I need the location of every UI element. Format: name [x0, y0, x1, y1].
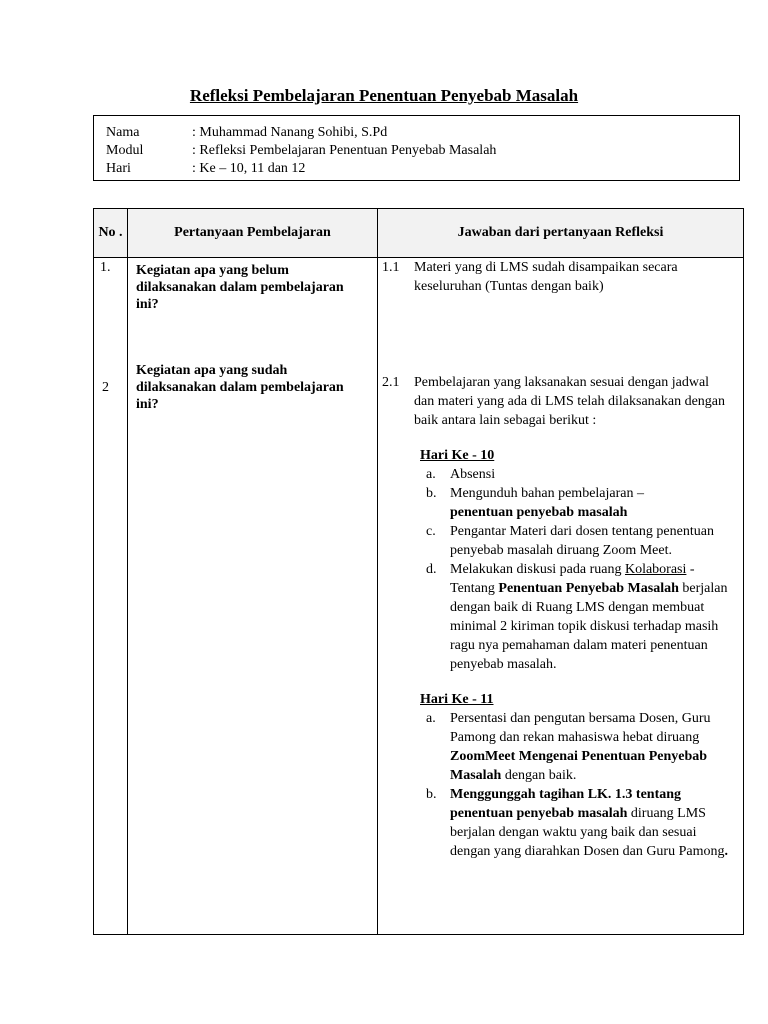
question-cell — [128, 258, 378, 935]
list-marker: a. — [426, 711, 436, 726]
list-marker: c. — [426, 524, 436, 539]
info-value: : Muhammad Nanang Sohibi, S.Pd — [192, 125, 388, 140]
list-text — [450, 484, 728, 522]
info-row-name — [94, 124, 739, 142]
day-11-heading: Hari Ke - 11 — [420, 692, 494, 707]
list-text-part: Melakukan diskusi pada ruang — [450, 562, 622, 577]
day-10-heading: Hari Ke - 10 — [420, 448, 495, 463]
list-item — [426, 709, 744, 785]
reflection-table — [93, 208, 744, 935]
answer-text: Pembelajaran yang laksanakan sesuai dengan jadwal dan materi yang ada di LMS telah dilaksanakan dengan baik antara lain sebagai berikut : — [414, 375, 726, 428]
page-title: Refleksi Pembelajaran Penentuan Penyebab Masalah — [189, 86, 579, 105]
question-text: Kegiatan apa yang belum dilaksanakan dalam pembelajaran ini? — [136, 263, 344, 312]
list-text — [450, 709, 728, 785]
info-value: : Ke – 10, 11 dan 12 — [192, 161, 306, 176]
list-item — [426, 785, 744, 861]
row-number: 1. — [100, 260, 111, 275]
list-text-part: diruang LMS berjalan dengan waktu yang baik dan sesuai dengan yang diarahkan Dosen dan Guru Pamong — [450, 806, 725, 859]
table-row — [94, 258, 744, 935]
question-text: Kegiatan apa yang sudah dilaksanakan dalam pembelajaran ini? — [136, 363, 344, 412]
answer-1 — [378, 258, 744, 296]
list-text-part: berjalan dengan baik di Ruang LMS dengan membuat minimal 2 kiriman topik diskusi terhadap masih ragu nya pemahaman dalam materi penentuan penyebab masalah. — [450, 581, 728, 672]
info-label: Nama — [106, 125, 140, 140]
list-text — [450, 560, 728, 674]
info-box — [93, 115, 740, 181]
list-marker: d. — [426, 562, 437, 577]
info-label: Modul — [106, 143, 144, 158]
list-text-bold: . — [724, 844, 728, 859]
info-row-day — [94, 160, 739, 178]
list-item — [426, 560, 744, 674]
header-no: No . — [94, 209, 128, 258]
list-text-bold: penentuan penyebab masalah — [450, 505, 628, 520]
info-value: : Refleksi Pembelajaran Penentuan Penyebab Masalah — [192, 143, 497, 158]
list-text: Absensi — [450, 467, 496, 482]
info-label: Hari — [106, 161, 131, 176]
answer-cell — [378, 258, 744, 935]
list-marker: b. — [426, 787, 437, 802]
list-marker: b. — [426, 486, 437, 501]
answer-number: 1.1 — [382, 260, 400, 275]
answer-text: Materi yang di LMS sudah disampaikan secara keseluruhan (Tuntas dengan baik) — [414, 260, 678, 294]
answer-number: 2.1 — [382, 375, 400, 390]
list-text — [450, 785, 728, 861]
list-text-bold: Penentuan Penyebab Masalah — [498, 581, 679, 596]
list-item — [426, 522, 744, 560]
list-text-part: dengan baik. — [504, 768, 577, 783]
list-text-underline: Kolaborasi — [624, 562, 687, 577]
list-item — [426, 465, 744, 484]
header-answer: Jawaban dari pertanyaan Refleksi — [378, 209, 744, 258]
list-text-part: Tentang — [450, 581, 495, 596]
list-text-part: - — [689, 562, 695, 577]
list-text-bold: Menggunggah tagihan LK. 1.3 tentang penentuan penyebab masalah — [450, 787, 682, 821]
list-text-part: Mengunduh bahan pembelajaran – — [450, 486, 644, 501]
answer-2 — [378, 373, 744, 861]
list-text: Pengantar Materi dari dosen tentang penentuan penyebab masalah diruang Zoom Meet. — [450, 524, 714, 558]
list-marker: a. — [426, 467, 436, 482]
row-number: 2 — [102, 380, 109, 395]
header-question: Pertanyaan Pembelajaran — [128, 209, 378, 258]
info-row-module — [94, 142, 739, 160]
list-item — [426, 484, 744, 522]
no-cell — [94, 258, 128, 935]
list-text-part: Persentasi dan pengutan bersama Dosen, Guru Pamong dan rekan mahasiswa hebat diruang — [450, 711, 711, 745]
list-text-bold: ZoomMeet Mengenai Penentuan Penyebab Masalah — [450, 749, 708, 783]
table-header-row — [94, 209, 744, 258]
